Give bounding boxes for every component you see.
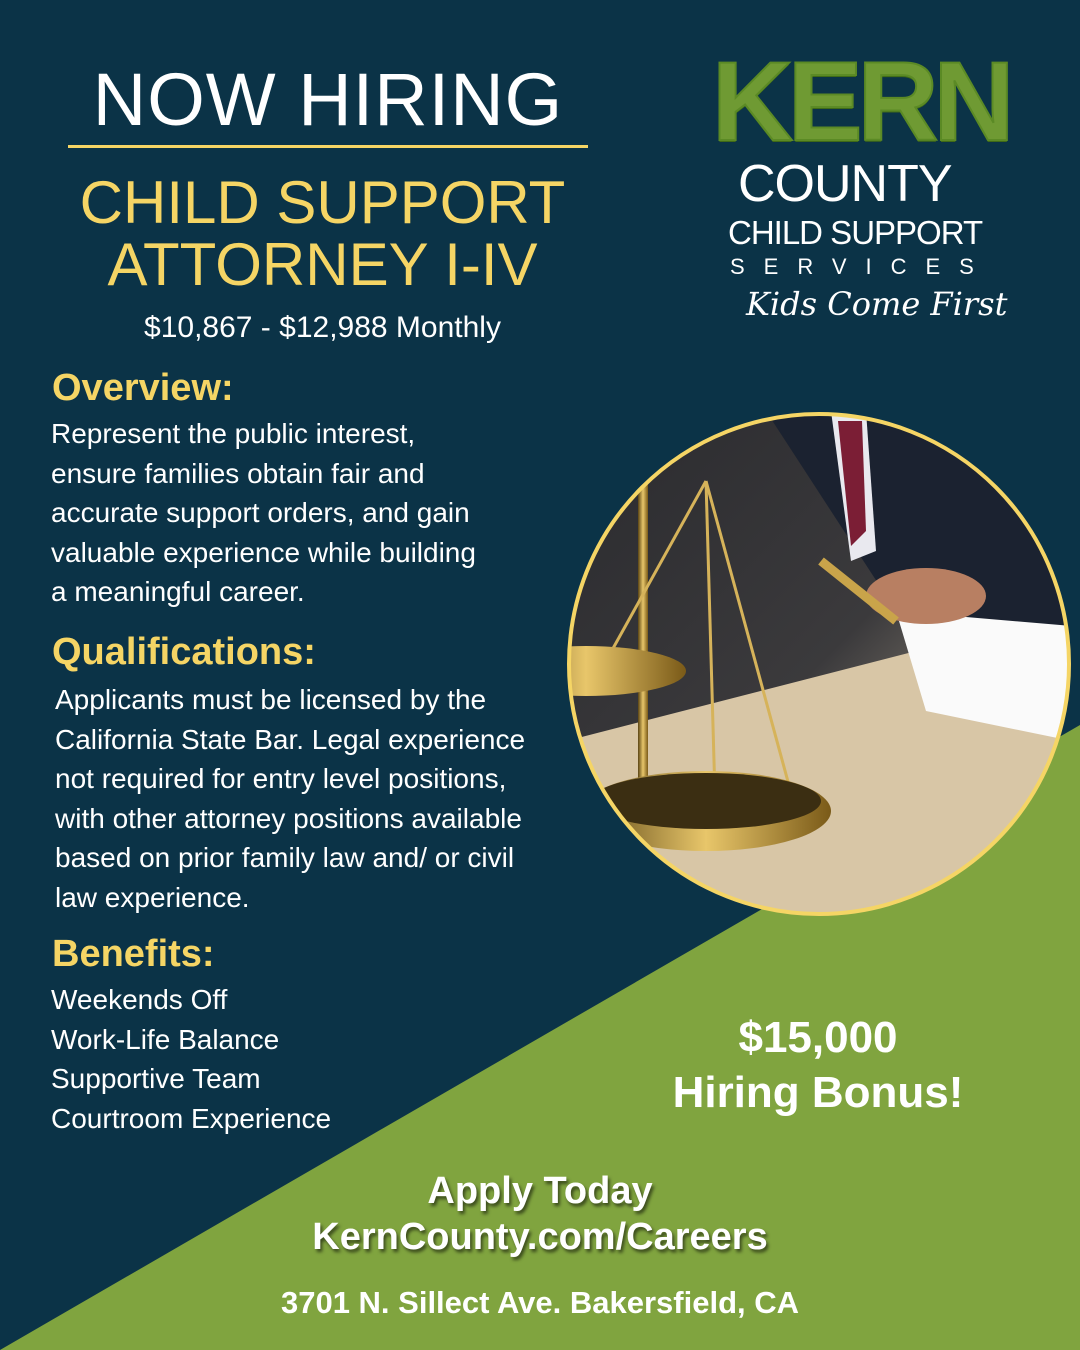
divider (68, 145, 588, 148)
logo-tagline: Kids Come First (746, 285, 1008, 323)
overview-heading: Overview: (52, 367, 234, 409)
scales-of-justice-photo (566, 411, 1072, 917)
qualifications-line: not required for entry level positions, (55, 763, 507, 794)
logo-child-support: CHILD SUPPORT (728, 214, 983, 251)
overview-line: accurate support orders, and gain (51, 497, 470, 528)
job-title (60, 169, 585, 298)
overview-line: Represent the public interest, (51, 418, 416, 449)
benefits-list (51, 980, 331, 1138)
job-title-line2: ATTORNEY I-IV (107, 231, 538, 298)
qualifications-line: law experience. (55, 881, 250, 913)
overview-line: valuable experience while building (51, 536, 476, 568)
benefit-item: Work-Life Balance (51, 1023, 280, 1055)
benefit-item: Weekends Off (51, 984, 228, 1015)
qualifications-line: with other attorney positions available (55, 802, 522, 834)
logo-kern: KERN (712, 39, 1010, 164)
qualifications-line: Applicants must be licensed by the (55, 684, 487, 715)
qualifications-line: California State Bar. Legal experience (55, 723, 526, 755)
logo-county: COUNTY (738, 155, 952, 213)
qualifications-text (55, 680, 525, 917)
hiring-bonus (650, 1010, 986, 1120)
careers-link[interactable]: KernCounty.com/Careers (312, 1216, 768, 1258)
apply-section (240, 1168, 840, 1260)
apply-today: Apply Today (427, 1170, 653, 1212)
qualifications-heading: Qualifications: (52, 631, 316, 673)
address: 3701 N. Sillect Ave. Bakersfield, CA (280, 1285, 800, 1320)
logo-services: SERVICES (730, 254, 993, 279)
salary: $10,867 - $12,988 Monthly (144, 311, 501, 344)
job-title-line1: CHILD SUPPORT (79, 169, 566, 236)
overview-line: ensure families obtain fair and (51, 457, 425, 489)
bonus-label: Hiring Bonus! (672, 1068, 964, 1117)
overview-line: a meaningful career. (51, 576, 305, 607)
benefits-heading: Benefits: (52, 933, 215, 975)
overview-text (51, 414, 476, 612)
benefit-item: Supportive Team (51, 1063, 261, 1094)
qualifications-line: based on prior family law and/ or civil (55, 842, 515, 873)
bonus-amount: $15,000 (738, 1013, 898, 1062)
now-hiring-heading: NOW HIRING (92, 58, 564, 141)
benefit-item: Courtroom Experience (51, 1102, 332, 1134)
